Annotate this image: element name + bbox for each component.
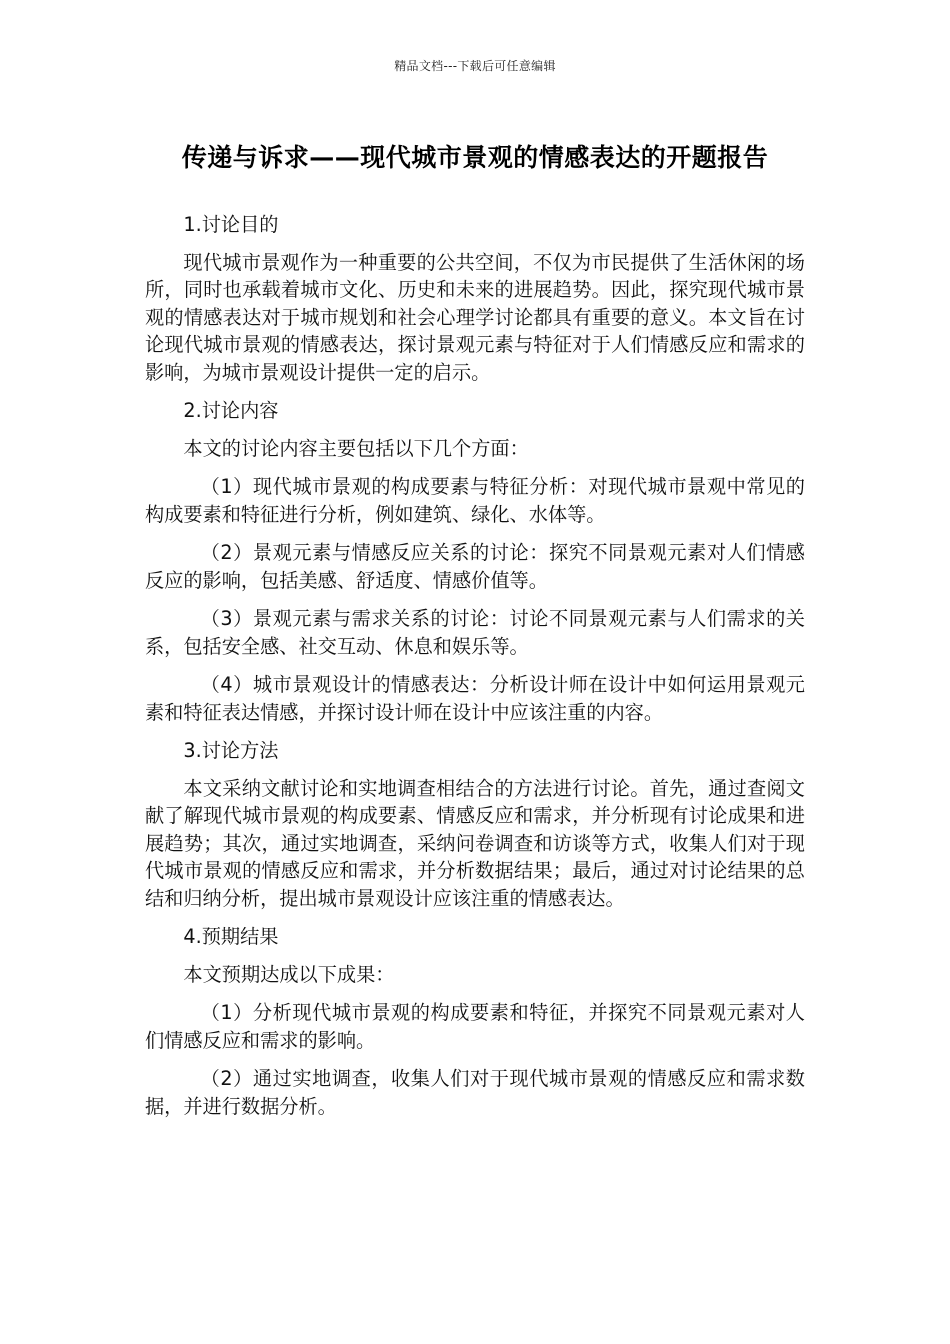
list-item: （3）景观元素与需求关系的讨论：讨论不同景观元素与人们需求的关系，包括安全感、社交互动、休息和娱乐等。	[145, 607, 805, 658]
body-paragraph: 现代城市景观作为一种重要的公共空间，不仅为市民提供了生活休闲的场所，同时也承载着城市文化、历史和未来的进展趋势。因此，探究现代城市景观的情感表达对于城市规划和社会心理学讨论都具有重要的意义。本文旨在讨论现代城市景观的情感表达，探讨景观元素与特征对于人们情感反应和需求的影响，为城市景观设计提供一定的启示。	[145, 250, 805, 384]
list-item: （1）现代城市景观的构成要素与特征分析：对现代城市景观中常见的构成要素和特征进行分析，例如建筑、绿化、水体等。	[145, 475, 805, 526]
document-title: 传递与诉求——现代城市景观的情感表达的开题报告	[181, 143, 769, 172]
list-item: （2）景观元素与情感反应关系的讨论：探究不同景观元素对人们情感反应的影响，包括美感、舒适度、情感价值等。	[145, 541, 805, 592]
list-item: （4）城市景观设计的情感表达：分析设计师在设计中如何运用景观元素和特征表达情感，并探讨设计师在设计中应该注重的内容。	[145, 673, 805, 724]
page-header: 精品文档---下载后可任意编辑	[394, 59, 556, 73]
section-heading: 2.讨论内容	[183, 399, 279, 422]
section-heading: 1.讨论目的	[183, 213, 279, 236]
list-item: （1）分析现代城市景观的构成要素和特征，并探究不同景观元素对人们情感反应和需求的影响。	[145, 1001, 805, 1052]
section-intro: 本文预期达成以下成果：	[183, 962, 395, 986]
section-intro: 本文的讨论内容主要包括以下几个方面：	[183, 436, 529, 460]
list-item: （2）通过实地调查，收集人们对于现代城市景观的情感反应和需求数据，并进行数据分析。	[145, 1067, 805, 1118]
section-heading: 3.讨论方法	[183, 739, 279, 762]
document-body	[145, 211, 805, 1120]
body-paragraph: 本文采纳文献讨论和实地调查相结合的方法进行讨论。首先，通过查阅文献了解现代城市景观的构成要素、情感反应和需求，并分析现有讨论成果和进展趋势；其次，通过实地调查，采纳问卷调查和访谈等方式，收集人们对于现代城市景观的情感反应和需求，并分析数据结果；最后，通过对讨论结果的总结和归纳分析，提出城市景观设计应该注重的情感表达。	[145, 776, 805, 910]
section-heading: 4.预期结果	[183, 925, 279, 948]
